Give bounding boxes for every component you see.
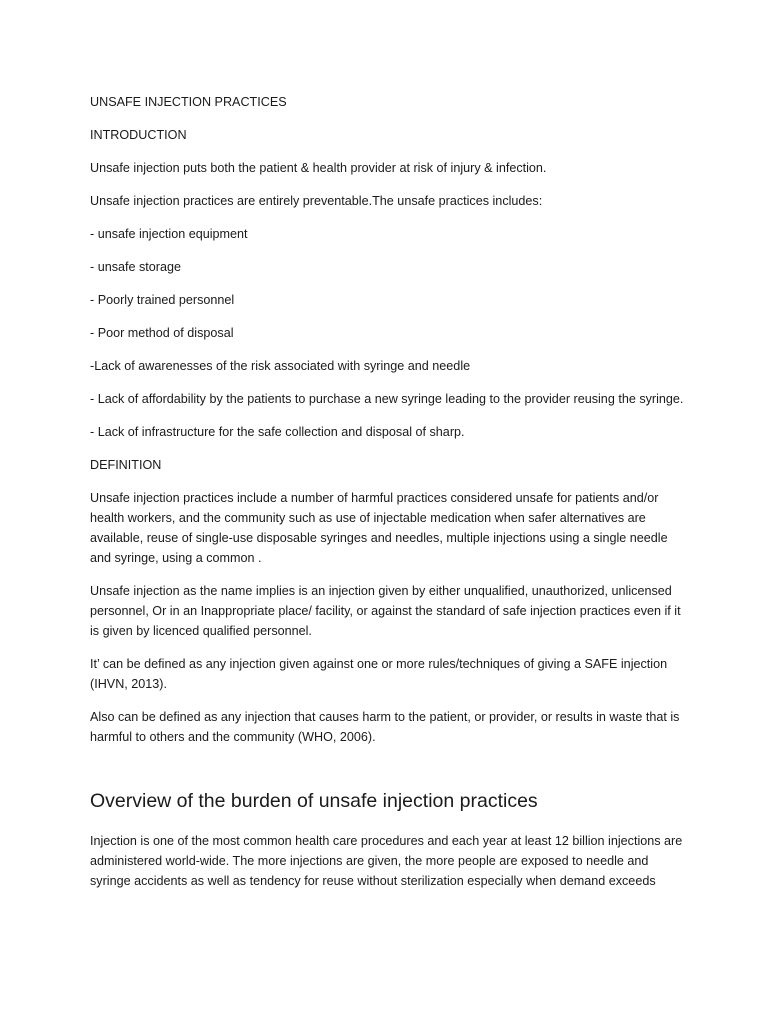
practice-list-item: -Lack of awarenesses of the risk associated with syringe and needle (90, 359, 471, 373)
definition-paragraph: Unsafe injection as the name implies is an injection given by either unqualified, unauthorized, unlicensed personnel, Or in an Inappropriate place/ facility, or against the standard of safe injection practices even if it is given by licenced qualified personnel. (90, 584, 681, 638)
document-title: UNSAFE INJECTION PRACTICES (90, 95, 287, 109)
introduction-heading: INTRODUCTION (90, 128, 187, 142)
intro-paragraph: Unsafe injection practices are entirely preventable.The unsafe practices includes: (90, 194, 543, 208)
definition-paragraph: Unsafe injection practices include a number of harmful practices considered unsafe for patients and/or health workers, and the community such as use of injectable medication when safer alternatives are available, reuse of single-use disposable syringes and needles, multiple injections using a single needle and syringe, using a common . (90, 491, 668, 565)
practice-list-item: - Poor method of disposal (90, 326, 234, 340)
practice-list-item: - Lack of affordability by the patients to purchase a new syringe leading to the provider reusing the syringe. (90, 392, 684, 406)
document-body (90, 92, 690, 904)
practice-list-item: - unsafe injection equipment (90, 227, 248, 241)
practice-list-item: - unsafe storage (90, 260, 182, 274)
definition-heading: DEFINITION (90, 458, 162, 472)
overview-heading: Overview of the burden of unsafe injection practices (90, 790, 538, 812)
intro-paragraph: Unsafe injection puts both the patient & health provider at risk of injury & infection. (90, 161, 547, 175)
definition-paragraph: Also can be defined as any injection that causes harm to the patient, or provider, or results in waste that is harmful to others and the community (WHO, 2006). (90, 710, 680, 744)
overview-paragraph: Injection is one of the most common health care procedures and each year at least 12 billion injections are administered world-wide. The more injections are given, the more people are exposed to needle and syringe accidents as well as tendency for reuse without sterilization especially when demand exceeds (90, 834, 683, 888)
practice-list-item: - Lack of infrastructure for the safe collection and disposal of sharp. (90, 425, 465, 439)
definition-paragraph: It’ can be defined as any injection given against one or more rules/techniques of giving a SAFE injection (IHVN, 2013). (90, 657, 668, 691)
practice-list-item: - Poorly trained personnel (90, 293, 235, 307)
